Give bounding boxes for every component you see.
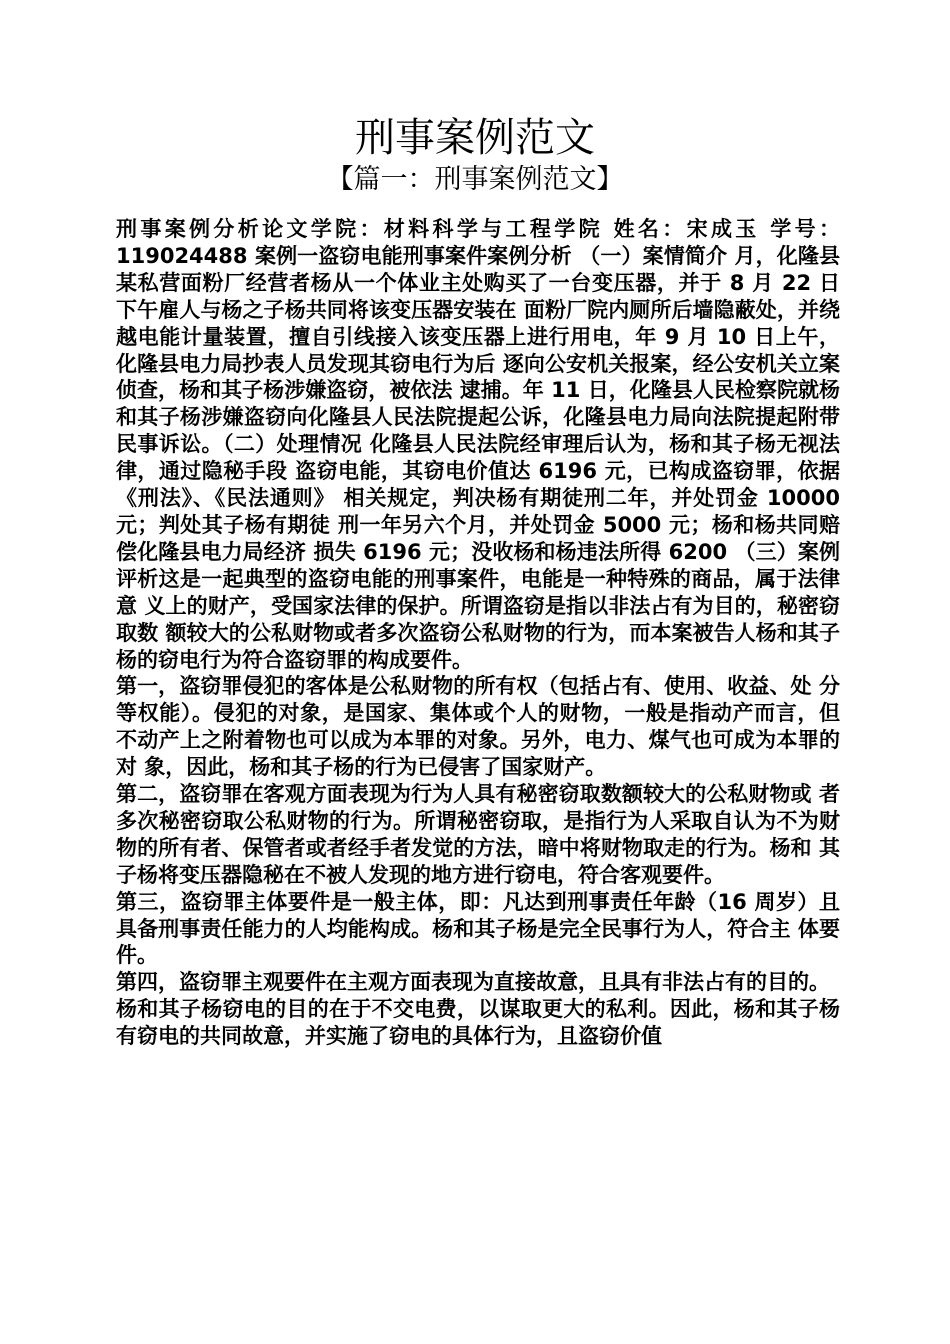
document-title: 刑事案例范文 xyxy=(355,115,595,161)
paragraph-point-four: 第四，盗窃罪主观要件在主观方面表现为直接故意，且具有非法占有的目的。 xyxy=(116,970,830,995)
paragraph-point-two: 第二，盗窃罪在客观方面表现为行为人具有秘密窃取数额较大的公私财物或 者多次秘密窃取公私财物的行为。所谓秘密窃取，是指行为人采取自认为不为财 物的所有者、保管者或者经手者发觉的方法，暗中将财物取走的行为。杨和 其子杨将变压器隐秘在不被人发现的地方进行窃电，符合客观要件。 xyxy=(116,782,840,887)
paragraph-point-three: 第三，盗窃罪主体要件是一般主体，即：凡达到刑事责任年龄（16 周岁）且 具备刑事责任能力的人均能构成。杨和其子杨是完全民事行为人，符合主 体要件。 xyxy=(116,889,840,968)
paragraph-conclusion: 杨和其子杨窃电的目的在于不交电费，以谋取更大的私利。因此，杨和其子杨有窃电的共同故意，并实施了窃电的具体行为，且盗窃价值 xyxy=(116,997,840,1049)
document-subtitle: 【篇一：刑事案例范文】 xyxy=(326,164,624,195)
document-body xyxy=(116,216,840,1050)
paragraph-point-one: 第一，盗窃罪侵犯的客体是公私财物的所有权（包括占有、使用、收益、处 分等权能）。侵犯的对象，是国家、集体或个人的财物，一般是指动产而言，但不动产上之附着物也可以成为本罪的对象。另外，电力、煤气也可成为本罪的对 象，因此，杨和其子杨的行为已侵害了国家财产。 xyxy=(116,674,840,780)
paragraph-case-intro: 刑事案例分析论文学院：材料科学与工程学院 姓名：宋成玉 学号：119024488 案例一盗窃电能刑事案件案例分析 （一）案情简介 月，化隆县某私营面粉厂经营者杨从一个体业主处购买了一台变压器，并于 8 月 22 日下午雇人与杨之子杨共同将该变压器安装在 面粉厂院内厕所后墙隐蔽处，并绕越电能计量装置，擅自引线接入该变压器上进行用电，年 9 月 10 日上午，化隆县电力局抄表人员发现其窃电行为后 逐向公安机关报案，经公安机关立案侦查，杨和其子杨涉嫌盗窃，被依法 逮捕。年 11 日，化隆县人民检察院就杨和其子杨涉嫌盗窃向化隆县人民法院提起公诉，化隆县电力局向法院提起附带民事诉讼。（二）处理情况 化隆县人民法院经审理后认为，杨和其子杨无视法律，通过隐秘手段 盗窃电能，其窃电价值达 6196 元，已构成盗窃罪，依据《刑法》、《民法通则》 相关规定，判决杨有期徒刑二年，并处罚金 10000 元；判处其子杨有期徒 刑一年另六个月，并处罚金 5000 元；杨和杨共同赔偿化隆县电力局经济 损失 6196 元；没收杨和杨违法所得 6200 （三）案例评析这是一起典型的盗窃电能的刑事案件，电能是一种特殊的商品，属于法律意 义上的财产，受国家法律的保护。所谓盗窃是指以非法占有为目的，秘密窃取数 额较大的公私财物或者多次盗窃公私财物的行为，而本案被告人杨和其子杨的窃电行为符合盗窃罪的构成要件。 xyxy=(116,217,840,672)
